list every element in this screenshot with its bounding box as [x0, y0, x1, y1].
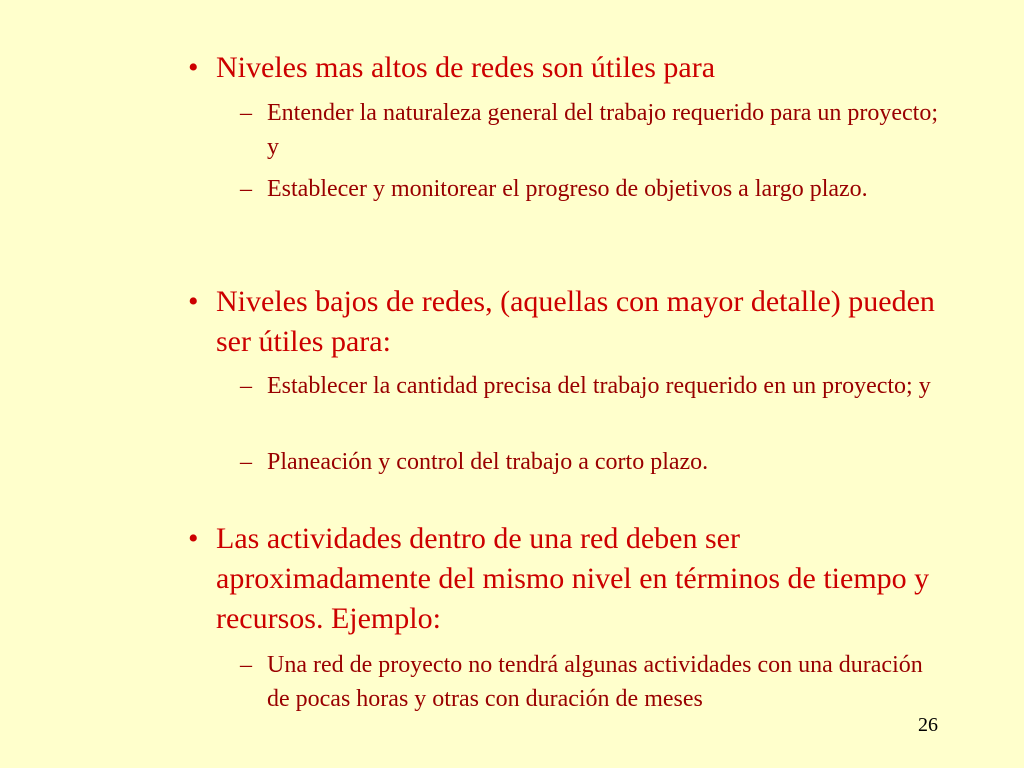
bullet-marker: • — [188, 51, 199, 84]
sub-marker: – — [240, 652, 252, 678]
sub-marker: – — [240, 449, 252, 475]
bullet-marker: • — [188, 522, 199, 555]
bullet-text-1: Niveles mas altos de redes son útiles para — [216, 51, 716, 84]
sub-item-3-1 — [240, 648, 940, 716]
bullet-marker: • — [188, 285, 199, 318]
sub-item-2-2 — [240, 445, 940, 479]
sub-item-1-2 — [240, 172, 940, 206]
sub-text-1-1: Entender la naturaleza general del trabajo requerido para un proyecto; y — [267, 100, 938, 160]
sub-item-1-1 — [240, 96, 940, 164]
sub-item-2-1 — [240, 369, 940, 403]
bullet-item-3 — [188, 519, 948, 639]
page-number: 26 — [918, 714, 938, 736]
bullet-text-3: Las actividades dentro de una red deben ser aproximadamente del mismo nivel en términos de tiempo y recursos. Ejemplo: — [216, 522, 930, 635]
sub-marker: – — [240, 373, 252, 399]
sub-text-2-2: Planeación y control del trabajo a corto plazo. — [267, 449, 709, 475]
sub-marker: – — [240, 176, 252, 202]
bullet-item-1 — [188, 48, 948, 88]
bullet-item-2 — [188, 282, 948, 362]
sub-text-3-1: Una red de proyecto no tendrá algunas actividades con una duración de pocas horas y otras con duración de meses — [267, 652, 923, 712]
sub-text-1-2: Establecer y monitorear el progreso de objetivos a largo plazo. — [267, 176, 868, 202]
sub-marker: – — [240, 100, 252, 126]
sub-text-2-1: Establecer la cantidad precisa del trabajo requerido en un proyecto; y — [267, 373, 931, 399]
bullet-text-2: Niveles bajos de redes, (aquellas con mayor detalle) pueden ser útiles para: — [216, 285, 935, 358]
